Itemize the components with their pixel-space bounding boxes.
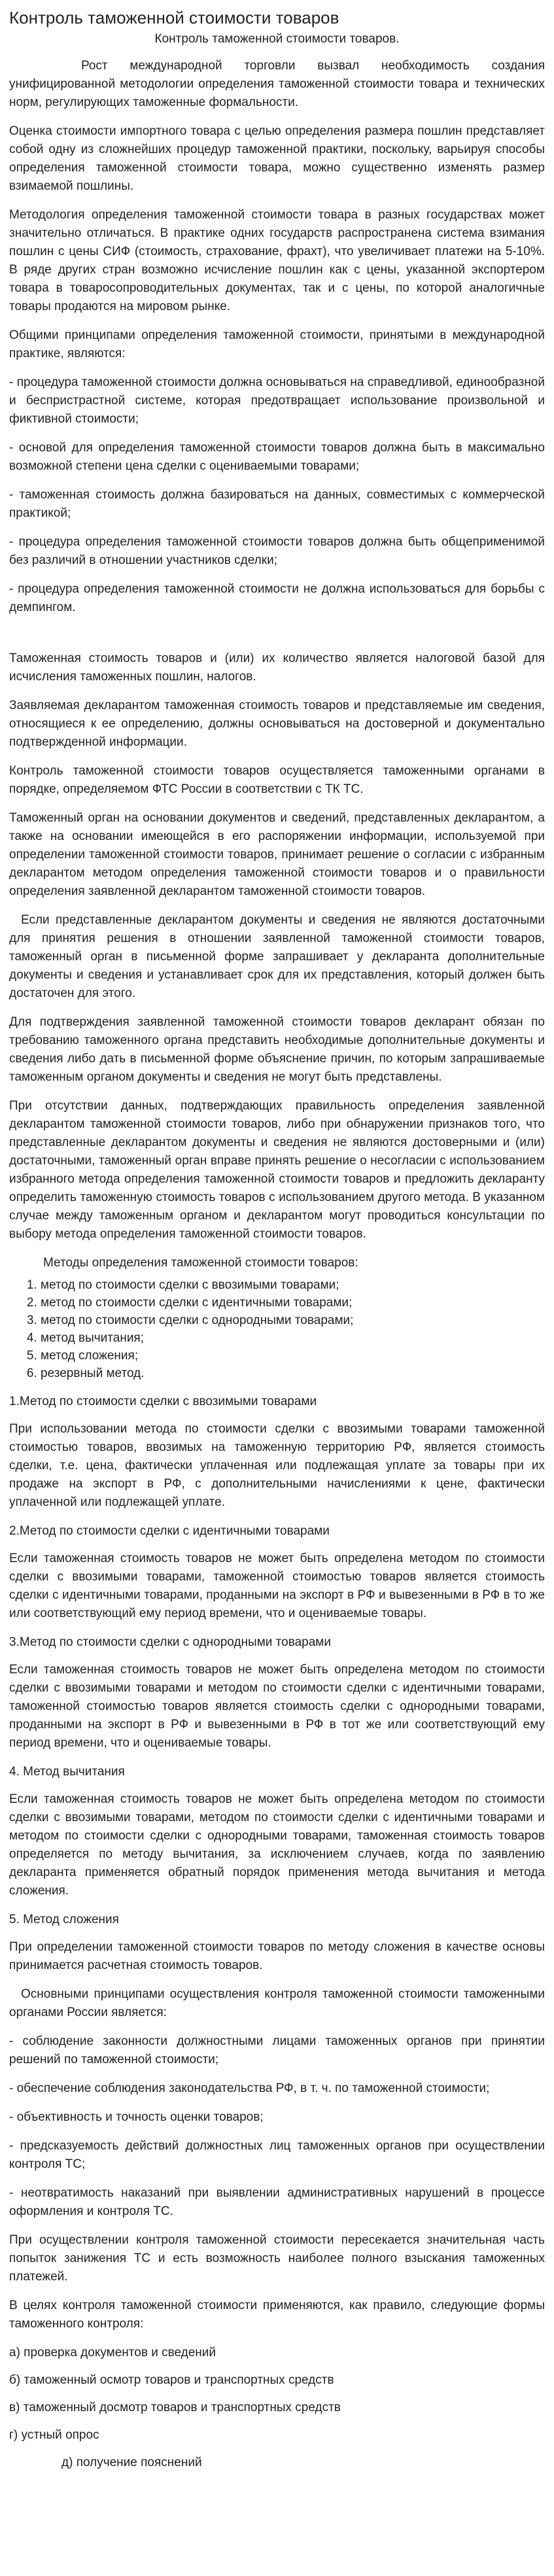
paragraph: Контроль таможенной стоимости товаров осуществляется таможенными органами в порядке, определяемом ФТС России в соответствии с ТК ТС. bbox=[9, 764, 545, 796]
document-subtitle: Контроль таможенной стоимости товаров. bbox=[154, 32, 400, 46]
paragraph: Основными принципами осуществления контроля таможенной стоимости таможенными органами России является: bbox=[9, 1987, 545, 2019]
paragraph: При осуществлении контроля таможенной стоимости пересекается значительная часть попыток занижения ТС и есть возможность наиболее полного взыскания таможенных платежей. bbox=[9, 2233, 545, 2284]
principle-item: - процедура определения таможенной стоимости товаров должна быть общеприменимой без различий в отношении участников сделки; bbox=[9, 535, 545, 567]
paragraph: При отсутствии данных, подтверждающих правильность определения заявленной декларантом таможенной стоимости товаров, либо при обнаружении признаков того, что представленные декларантом документы и сведения не являются достоверными и (или) достаточными, таможенный орган вправе принять решение о несогласии с использованием избранного метода определения таможенной стоимости товаров и предложить декларанту определить таможенную стоимость товаров с использованием другого метода. В указанном случае между таможенным органом и декларантом могут проводиться консультации по выбору метода определения таможенной стоимости товаров. bbox=[9, 1099, 545, 1241]
section-spacer bbox=[9, 627, 545, 650]
method-item: 4. метод вычитания; bbox=[41, 1329, 545, 1347]
section-heading: 5. Метод сложения bbox=[9, 1913, 119, 1926]
paragraph: Таможенная стоимость товаров и (или) их количество является налоговой базой для исчисления таможенных пошлин, налогов. bbox=[9, 652, 545, 684]
methods-list bbox=[9, 1276, 545, 1382]
control-form-item: д) получение пояснений bbox=[61, 2456, 202, 2469]
principle-item: - предсказуемость действий должностных лиц таможенных органов при осуществлении контроля ТС; bbox=[9, 2139, 545, 2171]
method-item: 5. метод сложения; bbox=[41, 1347, 545, 1365]
method-item: 3. метод по стоимости сделки с однородными товарами; bbox=[41, 1312, 545, 1329]
page-title: Контроль таможенной стоимости товаров bbox=[9, 8, 339, 27]
principle-item: - таможенная стоимость должна базироваться на данных, совместимых с коммерческой практикой; bbox=[9, 488, 545, 520]
principle-item: - основой для определения таможенной стоимости товаров должна быть в максимально возможной степени цена сделки с оцениваемыми товарами; bbox=[9, 441, 545, 473]
paragraph: Для подтверждения заявленной таможенной стоимости товаров декларант обязан по требованию таможенного органа представить необходимые дополнительные документы и сведения либо дать в письменной форме объяснение причин, по которым запрашиваемые таможенным органом документы и сведения не могут быть представлены. bbox=[9, 1015, 545, 1084]
paragraph: Общими принципами определения таможенной стоимости, принятыми в международной практике, являются: bbox=[9, 328, 545, 360]
section-heading: 1.Метод по стоимости сделки с ввозимыми товарами bbox=[9, 1395, 317, 1408]
section-text: При использовании метода по стоимости сделки с ввозимыми товарами таможенной стоимостью товаров, ввозимых на таможенную территорию РФ, является стоимость сделки, т.е. цена, фактически уплаченная или подлежащая уплате за товары при их продаже на экспорт в РФ, с дополнительными начислениями к цене, фактически уплаченной или подлежащей уплате. bbox=[9, 1422, 545, 1509]
paragraph: Если представленные декларантом документы и сведения не являются достаточными для принятия решения в отношении заявленной таможенной стоимости товаров, таможенный орган в письменной форме запрашивает у декларанта дополнительные документы и сведения и устанавливает срок для их представления, который должен быть достаточен для этого. bbox=[9, 913, 545, 1000]
principle-item: - обеспечение соблюдения законодательства РФ, в т. ч. по таможенной стоимости; bbox=[9, 2081, 490, 2095]
section-heading: 4. Метод вычитания bbox=[9, 1765, 125, 1779]
principle-item: - соблюдение законности должностными лицами таможенных органов при принятии решений по таможенной стоимости; bbox=[9, 2034, 545, 2066]
principle-item: - объективность и точность оценки товаров; bbox=[9, 2110, 264, 2124]
principle-item: - неотвратимость наказаний при выявлении административных нарушений в процессе оформления и контроля ТС. bbox=[9, 2186, 545, 2218]
control-form-item: а) проверка документов и сведений bbox=[9, 2346, 216, 2359]
control-form-item: б) таможенный осмотр товаров и транспортных средств bbox=[9, 2373, 334, 2387]
section-heading: 2.Метод по стоимости сделки с идентичными товарами bbox=[9, 1524, 330, 1538]
section-text: Если таможенная стоимость товаров не может быть определена методом по стоимости сделки с ввозимыми товарами, методом по стоимости сделки с идентичными товарами и методом по стоимости сделки с однородными товарами, таможенная стоимость товаров определяется по методу вычитания, за исключением случаев, когда по заявлению декларанта применяется обратный порядок применения метода вычитания и метода сложения. bbox=[9, 1792, 545, 1898]
method-item: 6. резервный метод. bbox=[41, 1365, 545, 1382]
paragraph: Таможенный орган на основании документов и сведений, представленных декларантом, а также на основании имеющейся в его распоряжении информации, используемой при определении таможенной стоимости товаров, принимает решение о согласии с избранным декларантом методом определения таможенной стоимости товаров и о правильности определения заявленной декларантом таможенной стоимости товаров. bbox=[9, 811, 545, 898]
control-form-item: в) таможенный досмотр товаров и транспортных средств bbox=[9, 2401, 341, 2414]
section-text: Если таможенная стоимость товаров не может быть определена методом по стоимости сделки с ввозимыми товарами и методом по стоимости сделки с идентичными товарами, таможенной стоимостью товаров является стоимость сделки с однородными товарами, проданными на экспорт в РФ и вывезенными в РФ в тот же или соответствующий ему период времени, что и оцениваемые товары. bbox=[9, 1663, 545, 1750]
principle-item: - процедура таможенной стоимости должна основываться на справедливой, единообразной и беспристрастной системе, которая предотвращает использование произвольной и фиктивной стоимости; bbox=[9, 375, 545, 426]
section-text: Если таможенная стоимость товаров не может быть определена методом по стоимости сделки с ввозимыми товарами, таможенной стоимостью товаров является стоимость сделки с идентичными товарами, проданными на экспорт в РФ и вывезенными в РФ в то же или соответствующий ему период времени, что и оцениваемые товары. bbox=[9, 1552, 545, 1620]
principle-item: - процедура определения таможенной стоимости не должна использоваться для борьбы с демпингом. bbox=[9, 582, 545, 614]
paragraph: Рост международной торговли вызвал необходимость создания унифицированной методологии определения таможенной стоимости товара и технических норм, регулирующих таможенные формальности. bbox=[9, 59, 545, 109]
section-text: При определении таможенной стоимости товаров по методу сложения в качестве основы принимается расчетная стоимость товаров. bbox=[9, 1940, 545, 1972]
paragraph: Оценка стоимости импортного товара с целью определения размера пошлин представляет собой одну из сложнейших процедур таможенной практики, поскольку, варьируя способы определения таможенной стоимости товара, можно существенно изменять размер взимаемой пошлины. bbox=[9, 124, 545, 193]
paragraph: В целях контроля таможенной стоимости применяются, как правило, следующие формы таможенного контроля: bbox=[9, 2299, 545, 2331]
control-form-item: г) устный опрос bbox=[9, 2428, 99, 2442]
method-item: 1. метод по стоимости сделки с ввозимыми товарами; bbox=[41, 1276, 545, 1294]
methods-list-title: Методы определения таможенной стоимости товаров: bbox=[43, 1256, 358, 1270]
section-heading: 3.Метод по стоимости сделки с однородными товарами bbox=[9, 1635, 331, 1649]
paragraph: Методология определения таможенной стоимости товара в разных государствах может значительно отличаться. В практике одних государств распространена система взимания пошлин с цены СИФ (стоимость, страхование, фрахт), что увеличивает платежи на 5-10%. В ряде других стран возможно исчисление пошлин как с цены, указанной экспортером товара в товаросопроводительных документах, так и с цены, по которой аналогичные товары продаются на мировом рынке. bbox=[9, 208, 545, 313]
method-item: 2. метод по стоимости сделки с идентичными товарами; bbox=[41, 1294, 545, 1312]
paragraph: Заявляемая декларантом таможенная стоимость товаров и представляемые им сведения, относящиеся к ее определению, должны основываться на достоверной и документально подтвержденной информации. bbox=[9, 699, 545, 749]
